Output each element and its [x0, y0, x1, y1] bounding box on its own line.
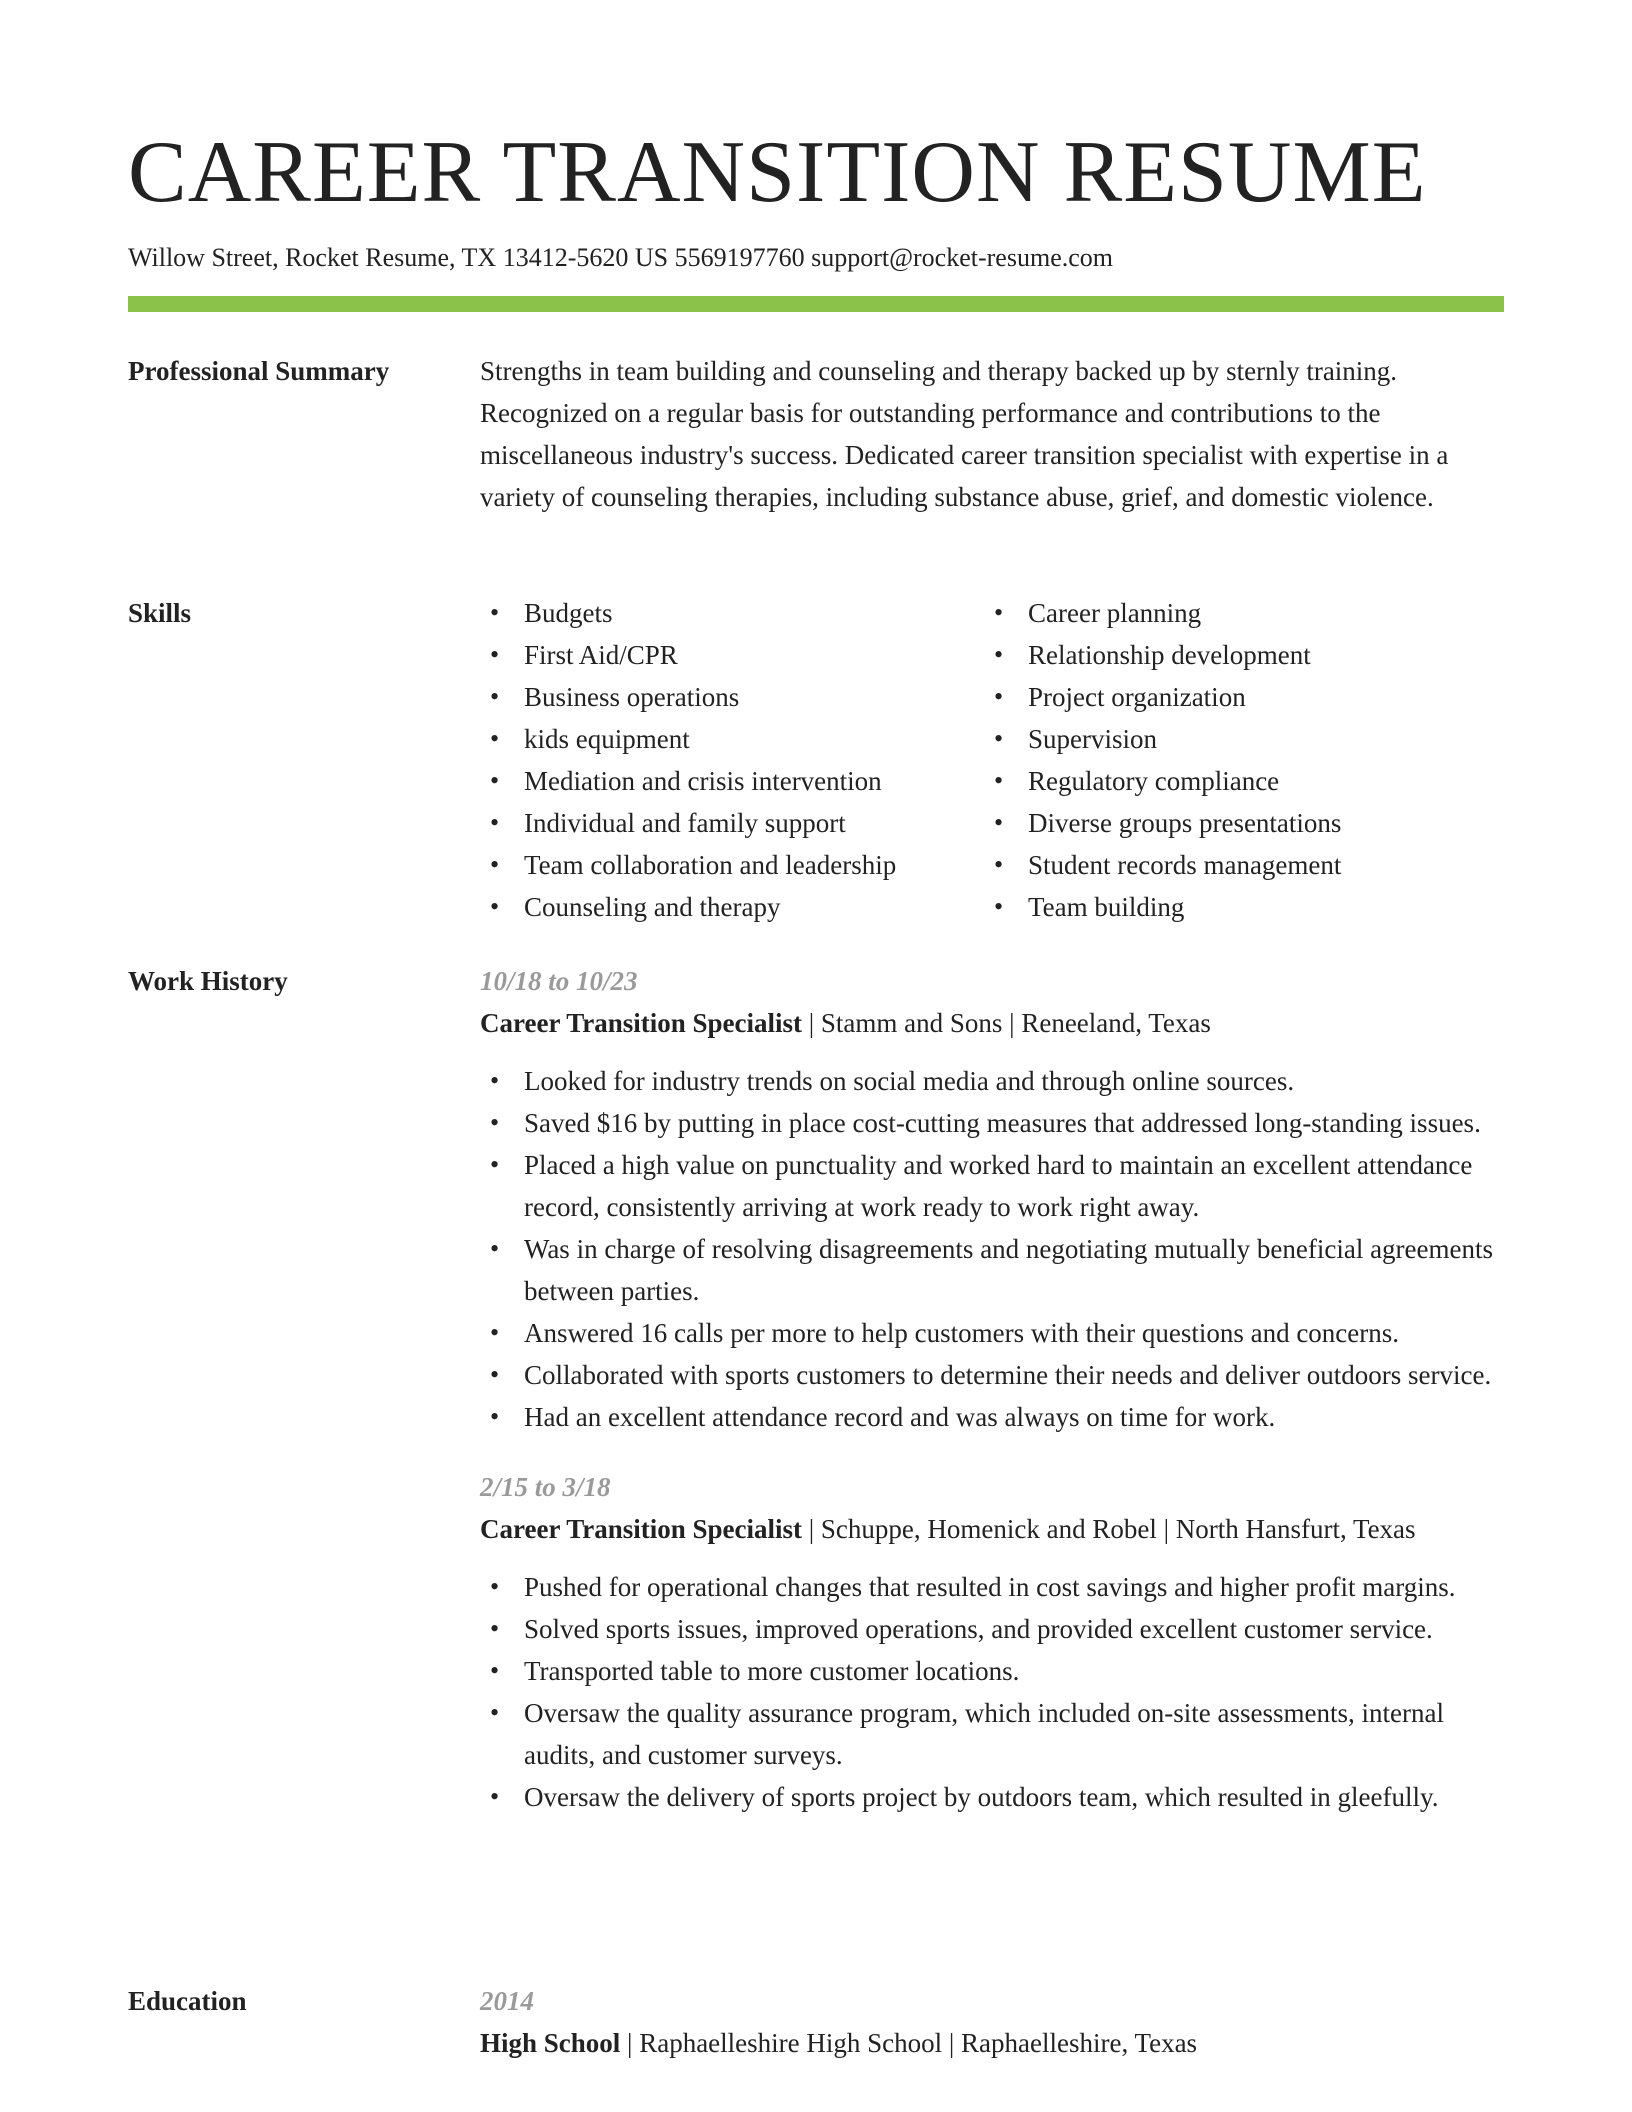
job-entry: [480, 960, 1504, 1438]
education-degree: High School: [480, 2028, 621, 2058]
skill-item: • Business operations: [480, 676, 984, 718]
job-employer: | Stamm and Sons | Reneeland, Texas: [802, 1008, 1211, 1038]
education-school: | Raphaelleshire High School | Raphaelleshire, Texas: [620, 2028, 1198, 2058]
job-bullet: • Was in charge of resolving disagreements and negotiating mutually beneficial agreements between parties.: [480, 1228, 1504, 1312]
job-title: Career Transition Specialist: [480, 1514, 802, 1544]
job-bullet: • Saved $16 by putting in place cost-cutting measures that addressed long-standing issues.: [480, 1102, 1504, 1144]
skill-item: • Relationship development: [984, 634, 1488, 676]
skill-item: • Diverse groups presentations: [984, 802, 1488, 844]
job-bullet: • Pushed for operational changes that resulted in cost savings and higher profit margins.: [480, 1566, 1504, 1608]
job-entry: [480, 1466, 1504, 1818]
skill-item: • Team building: [984, 886, 1488, 928]
job-bullet: • Looked for industry trends on social media and through online sources.: [480, 1060, 1504, 1102]
summary-section: [128, 350, 1504, 518]
job-bullet: • Placed a high value on punctuality and worked hard to maintain an excellent attendance record, consistently arriving at work ready to work right away.: [480, 1144, 1504, 1228]
skill-item: • Individual and family support: [480, 802, 984, 844]
job-title: Career Transition Specialist: [480, 1008, 802, 1038]
job-employer: | Schuppe, Homenick and Robel | North Hansfurt, Texas: [802, 1514, 1416, 1544]
skill-item: • Mediation and crisis intervention: [480, 760, 984, 802]
education-year: 2014: [480, 1986, 534, 2016]
job-bullets: [480, 1566, 1504, 1818]
skill-item: • Team collaboration and leadership: [480, 844, 984, 886]
job-bullet: • Oversaw the quality assurance program, which included on-site assessments, internal audits, and customer surveys.: [480, 1692, 1504, 1776]
job-dates: 10/18 to 10/23: [480, 966, 638, 996]
contact-line: Willow Street, Rocket Resume, TX 13412-5620 US 5569197760 support@rocket-resume.com: [128, 243, 1113, 272]
skills-heading: Skills: [128, 598, 192, 628]
resume-title: CAREER TRANSITION RESUME: [128, 124, 1427, 221]
work-history-heading: Work History: [128, 966, 288, 996]
education-heading: Education: [128, 1986, 247, 2016]
skills-section: [128, 592, 1504, 928]
skill-item: • First Aid/CPR: [480, 634, 984, 676]
skill-item: • Regulatory compliance: [984, 760, 1488, 802]
skill-item: • kids equipment: [480, 718, 984, 760]
summary-text: Strengths in team building and counseling and therapy backed up by sternly training. Recognized on a regular basis for outstanding performance and contributions to the miscellaneous industry's success. Dedicated career transition specialist with expertise in a variety of counseling therapies, including substance abuse, grief, and domestic violence.: [480, 356, 1449, 512]
skills-list-right: [984, 592, 1488, 928]
skill-item: • Project organization: [984, 676, 1488, 718]
skill-item: • Budgets: [480, 592, 984, 634]
work-history-section: [128, 960, 1504, 1818]
job-dates: 2/15 to 3/18: [480, 1472, 611, 1502]
skills-list-left: [480, 592, 984, 928]
skill-item: • Counseling and therapy: [480, 886, 984, 928]
summary-heading: Professional Summary: [128, 356, 390, 386]
job-role-line: [480, 1508, 1504, 1550]
job-bullet: • Answered 16 calls per more to help customers with their questions and concerns.: [480, 1312, 1504, 1354]
header-divider: [128, 296, 1504, 312]
skill-item: • Supervision: [984, 718, 1488, 760]
job-bullets: [480, 1060, 1504, 1438]
job-bullet: • Had an excellent attendance record and was always on time for work.: [480, 1396, 1504, 1438]
education-section: [128, 1980, 1504, 2064]
skill-item: • Student records management: [984, 844, 1488, 886]
job-bullet: • Collaborated with sports customers to determine their needs and deliver outdoors service.: [480, 1354, 1504, 1396]
job-bullet: • Oversaw the delivery of sports project by outdoors team, which resulted in gleefully.: [480, 1776, 1504, 1818]
resume-header: [128, 118, 1504, 312]
job-bullet: • Solved sports issues, improved operations, and provided excellent customer service.: [480, 1608, 1504, 1650]
skill-item: • Career planning: [984, 592, 1488, 634]
job-bullet: • Transported table to more customer locations.: [480, 1650, 1504, 1692]
education-line: [480, 2022, 1504, 2064]
job-role-line: [480, 1002, 1504, 1044]
